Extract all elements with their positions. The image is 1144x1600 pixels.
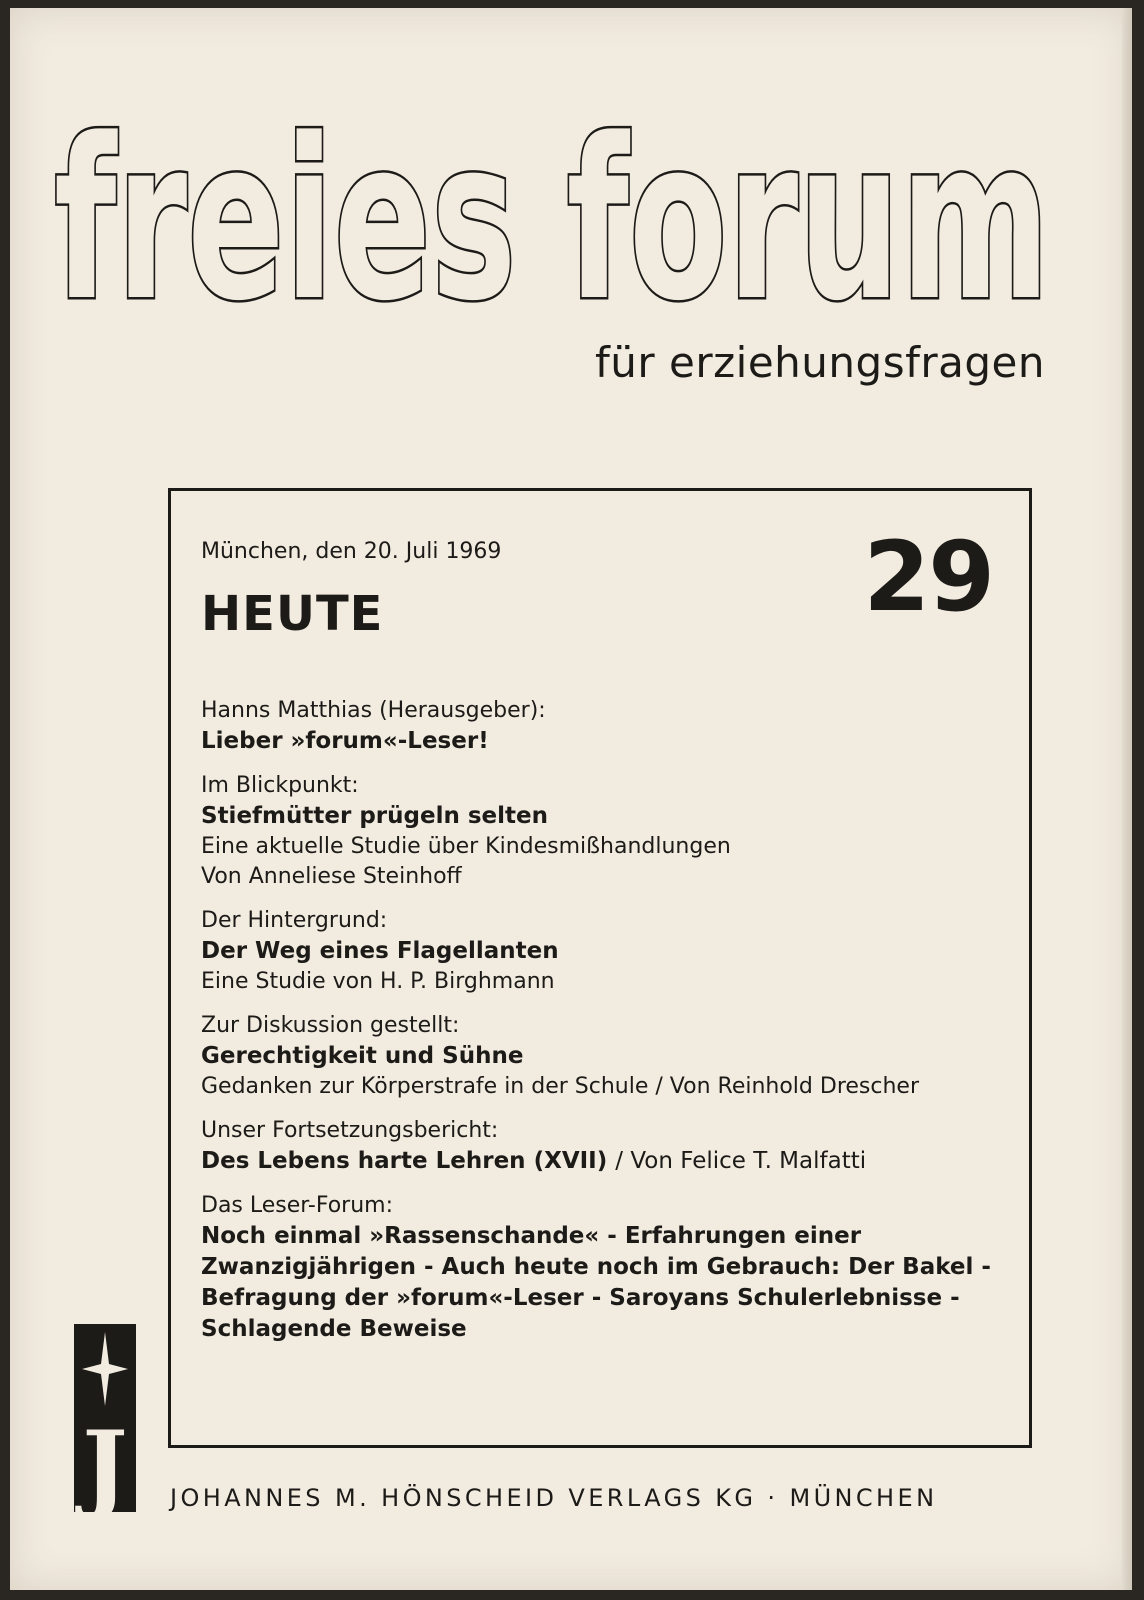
reader-forum-topics: Noch einmal »Rassenschande« - Erfahrungen einer Zwanzigjährigen - Auch heute noch im Gebrauch: Der Bakel - Befragung der »forum«-Leser - Saroyans Schulerlebnisse - Schlagende Beweise (201, 1223, 991, 1342)
toc-entry (201, 1191, 1021, 1345)
toc-entry (201, 1116, 1021, 1177)
issue-date: München, den 20. Juli 1969 (201, 539, 502, 564)
entry-description: Gedanken zur Körperstrafe in der Schule / Von Reinhold Drescher (201, 1074, 919, 1099)
entry-headline: Der Weg eines Flagellanten (201, 938, 559, 964)
entry-headline: Gerechtigkeit und Sühne (201, 1043, 524, 1069)
toc-entry (201, 771, 1021, 892)
masthead (48, 112, 1058, 324)
entry-headline-row (201, 1146, 1021, 1177)
entry-kicker: Das Leser-Forum: (201, 1193, 394, 1218)
entry-kicker: Zur Diskussion gestellt: (201, 1013, 460, 1038)
entry-kicker: Der Hintergrund: (201, 908, 388, 933)
masthead-title-text: freies forum (54, 112, 1050, 324)
table-of-contents (201, 696, 1021, 1359)
magazine-cover (10, 8, 1132, 1590)
toc-entry (201, 696, 1021, 757)
issue-number: 29 (863, 521, 993, 633)
logo-letter: J (82, 1410, 128, 1512)
publisher-logo (74, 1324, 136, 1512)
page-edge (1122, 8, 1132, 1590)
contents-heading: HEUTE (201, 586, 384, 642)
contents-box (168, 488, 1032, 1448)
entry-headline: Des Lebens harte Lehren (XVII) (201, 1148, 608, 1174)
entry-kicker: Hanns Matthias (Herausgeber): (201, 698, 546, 723)
masthead-subtitle: für erziehungsfragen (595, 338, 1045, 387)
entry-kicker: Im Blickpunkt: (201, 773, 359, 798)
entry-kicker: Unser Fortsetzungsbericht: (201, 1118, 499, 1143)
entry-description: Eine Studie von H. P. Birghmann (201, 969, 555, 994)
entry-author: Von Anneliese Steinhoff (201, 864, 462, 889)
entry-headline: Stiefmütter prügeln selten (201, 803, 548, 829)
entry-description: Eine aktuelle Studie über Kindesmißhandlungen (201, 834, 731, 859)
entry-headline: Lieber »forum«-Leser! (201, 728, 489, 754)
toc-entry (201, 1011, 1021, 1102)
publisher-line: JOHANNES M. HÖNSCHEID VERLAGS KG · MÜNCHEN (170, 1484, 938, 1512)
toc-entry (201, 906, 1021, 997)
entry-author: / Von Felice T. Malfatti (615, 1148, 867, 1174)
masthead-title (48, 112, 1058, 324)
